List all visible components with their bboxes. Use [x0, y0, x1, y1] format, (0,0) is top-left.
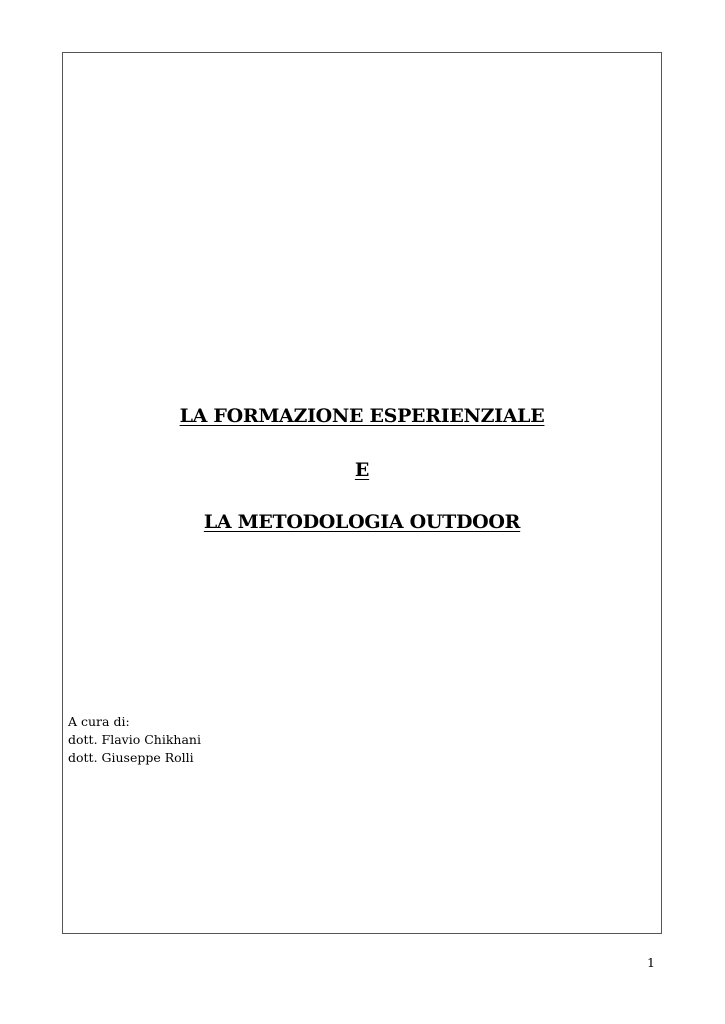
cover-frame — [62, 52, 662, 934]
title-line-3: LA METODOLOGIA OUTDOOR — [203, 511, 521, 533]
title-line-2: E — [354, 459, 370, 481]
title-line-1: LA FORMAZIONE ESPERIENZIALE — [179, 405, 545, 427]
page-number: 1 — [647, 955, 655, 970]
credits-heading: A cura di: — [68, 714, 130, 729]
credits-block — [68, 713, 201, 767]
author-1: dott. Flavio Chikhani — [68, 732, 201, 747]
author-2: dott. Giuseppe Rolli — [68, 750, 194, 765]
